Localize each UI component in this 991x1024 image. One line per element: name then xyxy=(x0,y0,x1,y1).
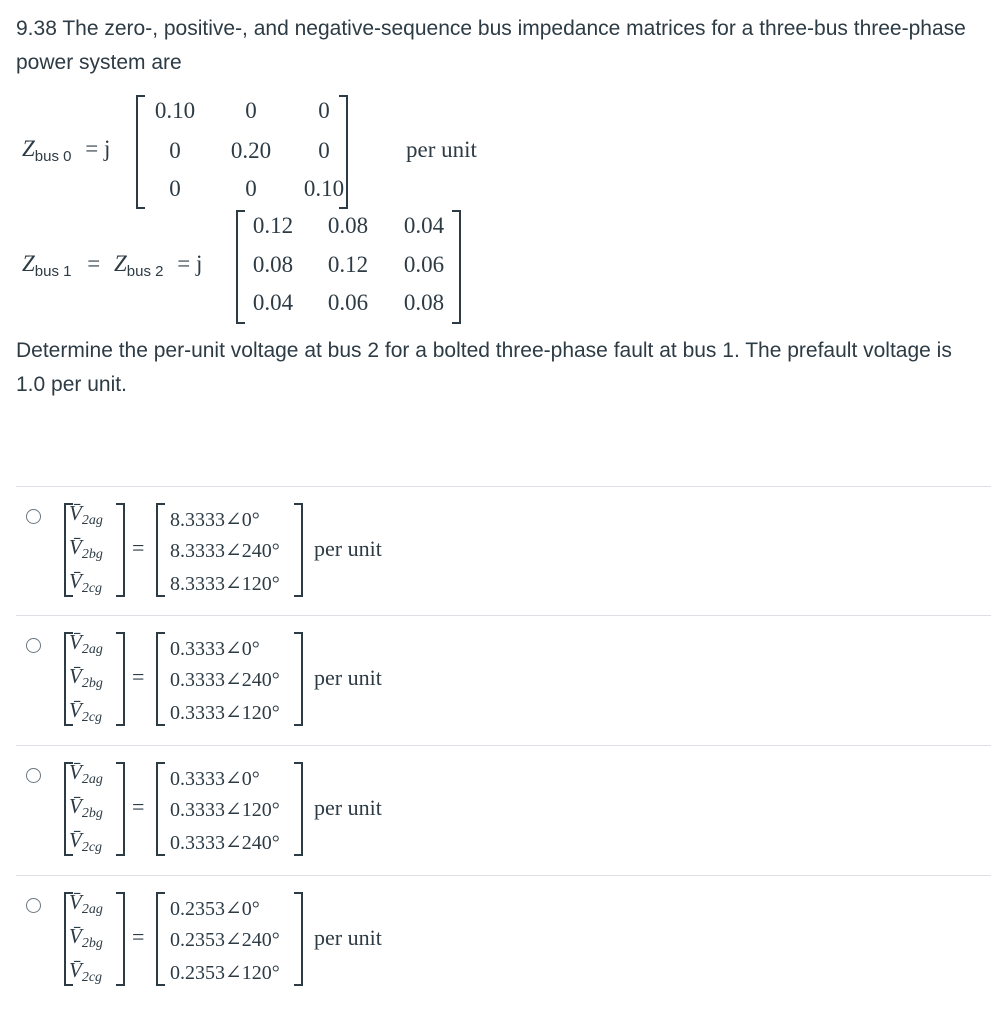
rhs-bracket-left xyxy=(156,892,165,986)
matrix-cell: 0.20 xyxy=(230,138,272,163)
matrix-cell: 0.04 xyxy=(403,213,445,238)
option-unit: per unit xyxy=(314,925,382,950)
answer-option-2[interactable] xyxy=(16,616,991,745)
value-row: 8.3333∠120° xyxy=(170,573,280,595)
vector-sub: 2cg xyxy=(81,840,103,855)
value-row: 0.3333∠0° xyxy=(170,768,260,790)
option-unit: per unit xyxy=(314,795,382,820)
equals-sign: = xyxy=(132,924,145,949)
question-text: 9.38 The zero-, positive-, and negative-sequence bus impedance matrices for a three-bus three-phase power system are xyxy=(16,17,966,74)
rhs-bracket-right xyxy=(294,632,303,726)
matrix-cell: 0 xyxy=(169,138,181,163)
matrix-cell: 0.10 xyxy=(303,176,345,201)
lhs-bracket-right xyxy=(116,892,125,986)
matrix-cell: 0 xyxy=(318,138,330,163)
value-row: 0.2353∠120° xyxy=(170,962,280,984)
zbus0-unit: per unit xyxy=(406,137,477,162)
matrix-cell: 0.06 xyxy=(327,290,369,315)
value-row: 0.3333∠120° xyxy=(170,702,280,724)
equals-sign: = xyxy=(132,664,145,689)
question-prompt: Determine the per-unit voltage at bus 2 for a bolted three-phase fault at bus 1. The prefault voltage is 1.0 per unit. xyxy=(16,339,952,396)
zbus0-eq: = j xyxy=(85,136,111,161)
value-row: 0.3333∠120° xyxy=(170,799,280,821)
zbus1-label: Z xyxy=(22,251,35,276)
answer-option-4[interactable] xyxy=(16,876,991,1004)
matrix-cell: 0 xyxy=(318,98,330,123)
vector-sub: 2ag xyxy=(81,513,103,528)
vector-sub: 2cg xyxy=(81,970,103,985)
rhs-bracket-right xyxy=(294,762,303,856)
vector-symbol: V̄ xyxy=(69,828,82,852)
vector-sub: 2cg xyxy=(81,710,103,725)
rhs-bracket-right xyxy=(294,892,303,986)
matrix-cell: 0.08 xyxy=(327,213,369,238)
zbus2-sub: bus 2 xyxy=(126,263,164,280)
matrix-cell: 0.08 xyxy=(403,290,445,315)
zbus1-eq: = xyxy=(87,251,101,276)
zbus2-label: Z xyxy=(113,251,127,276)
value-row: 8.3333∠240° xyxy=(170,540,280,562)
vector-symbol: V̄ xyxy=(69,569,82,593)
zbus0-sub: bus 0 xyxy=(34,148,72,165)
answer-option-3[interactable] xyxy=(16,746,991,875)
vector-symbol: V̄ xyxy=(69,760,82,784)
value-row: 0.2353∠0° xyxy=(170,898,260,920)
vector-sub: 2bg xyxy=(81,676,103,691)
vector-symbol: V̄ xyxy=(69,501,82,525)
zbus1-sub: bus 1 xyxy=(34,263,72,280)
equals-sign: = xyxy=(132,535,145,560)
matrix-cell: 0.12 xyxy=(252,213,294,238)
option-3-radio[interactable] xyxy=(26,768,41,783)
vector-symbol: V̄ xyxy=(69,924,82,948)
vector-sub: 2bg xyxy=(81,547,103,562)
vector-symbol: V̄ xyxy=(69,890,82,914)
matrix-cell: 0.10 xyxy=(154,98,196,123)
lhs-bracket-right xyxy=(116,503,125,597)
rhs-bracket-left xyxy=(156,503,165,597)
lhs-bracket-right xyxy=(116,762,125,856)
vector-symbol: V̄ xyxy=(69,535,82,559)
zbus0-bracket-left xyxy=(136,95,145,209)
rhs-bracket-right xyxy=(294,503,303,597)
matrix-cell: 0.08 xyxy=(252,252,294,277)
vector-sub: 2bg xyxy=(81,806,103,821)
option-4-radio[interactable] xyxy=(26,898,41,913)
vector-sub: 2cg xyxy=(81,581,103,596)
option-2-radio[interactable] xyxy=(26,638,41,653)
vector-sub: 2bg xyxy=(81,936,103,951)
vector-sub: 2ag xyxy=(81,642,103,657)
rhs-bracket-left xyxy=(156,632,165,726)
option-unit: per unit xyxy=(314,665,382,690)
matrix-cell: 0.12 xyxy=(327,252,369,277)
vector-sub: 2ag xyxy=(81,902,103,917)
value-row: 0.3333∠240° xyxy=(170,832,280,854)
matrix-cell: 0 xyxy=(169,176,181,201)
matrix-cell: 0 xyxy=(245,176,257,201)
rhs-bracket-left xyxy=(156,762,165,856)
zbus0-label: Z xyxy=(22,136,35,161)
matrix-cell: 0.06 xyxy=(403,252,445,277)
equals-sign: = xyxy=(132,794,145,819)
matrix-cell: 0 xyxy=(245,98,257,123)
vector-sub: 2ag xyxy=(81,772,103,787)
vector-symbol: V̄ xyxy=(69,958,82,982)
vector-symbol: V̄ xyxy=(69,698,82,722)
value-row: 0.3333∠0° xyxy=(170,638,260,660)
value-row: 0.3333∠240° xyxy=(170,669,280,691)
vector-symbol: V̄ xyxy=(69,794,82,818)
zbus2-eq: = j xyxy=(177,251,203,276)
vector-symbol: V̄ xyxy=(69,664,82,688)
option-1-radio[interactable] xyxy=(26,509,41,524)
answer-option-1[interactable] xyxy=(16,487,991,615)
vector-symbol: V̄ xyxy=(69,630,82,654)
option-unit: per unit xyxy=(314,536,382,561)
lhs-bracket-right xyxy=(116,632,125,726)
value-row: 0.2353∠240° xyxy=(170,929,280,951)
matrix-cell: 0.04 xyxy=(252,290,294,315)
value-row: 8.3333∠0° xyxy=(170,509,260,531)
